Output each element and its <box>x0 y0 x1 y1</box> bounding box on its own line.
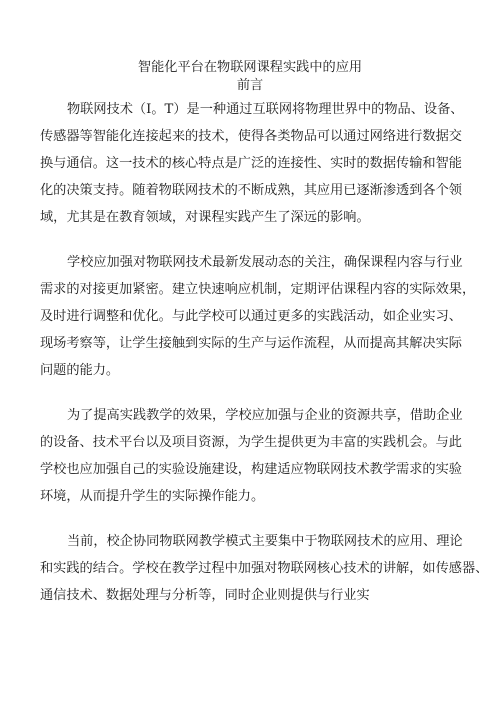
paragraph-line: 现场考察等，让学生接触到实际的生产与运作流程，从而提高其解决实际 <box>40 336 462 351</box>
paragraph-line: 和实践的结合。学校在教学过程中加强对物联网核心技术的讲解，如传感器、 <box>40 561 489 576</box>
paragraph-line: 为了提高实践教学的效果，学校应加强与企业的资源共享，借助企业 <box>67 408 463 423</box>
paragraph-line: 学校也应加强自己的实验设施建设，构建适应物联网技术教学需求的实验 <box>40 462 462 477</box>
paragraph-line: 物联网技术（I。T）是一种通过互联网将物理世界中的物品、设备、 <box>67 102 464 117</box>
paragraph-line: 域，尤其是在教育领域，对课程实践产生了深远的影响。 <box>40 210 370 225</box>
paragraph-line: 化的决策支持。随着物联网技术的不断成熟，其应用已逐渐渗透到各个领 <box>40 183 462 198</box>
paragraph-line: 问题的能力。 <box>40 363 120 378</box>
paragraph-line: 需求的对接更加紧密。建立快速响应机制，定期评估课程内容的实际效果， <box>40 282 476 297</box>
paragraph-line: 学校应加强对物联网技术最新发展动态的关注，确保课程内容与行业 <box>67 255 463 270</box>
section-heading: 前言 <box>236 78 264 93</box>
paragraph-line: 环境，从而提升学生的实际操作能力。 <box>40 489 265 504</box>
document-title: 智能化平台在物联网课程实践中的应用 <box>137 60 363 75</box>
paragraph-line: 传感器等智能化连接起来的技术，使得各类物品可以通过网络进行数据交 <box>40 129 462 144</box>
paragraph-line: 当前，校企协同物联网教学模式主要集中于物联网技术的应用、理论 <box>67 534 463 549</box>
paragraph-line: 及时进行调整和优化。与此学校可以通过更多的实践活动，如企业实习、 <box>40 309 462 324</box>
paragraph-line: 换与通信。这一技术的核心特点是广泛的连接性、实时的数据传输和智能 <box>40 156 462 171</box>
paragraph-line: 的设备、技术平台以及项目资源，为学生提供更为丰富的实践机会。与此 <box>40 435 462 450</box>
paragraph-line: 通信技术、数据处理与分析等，同时企业则提供与行业实 <box>40 588 370 603</box>
